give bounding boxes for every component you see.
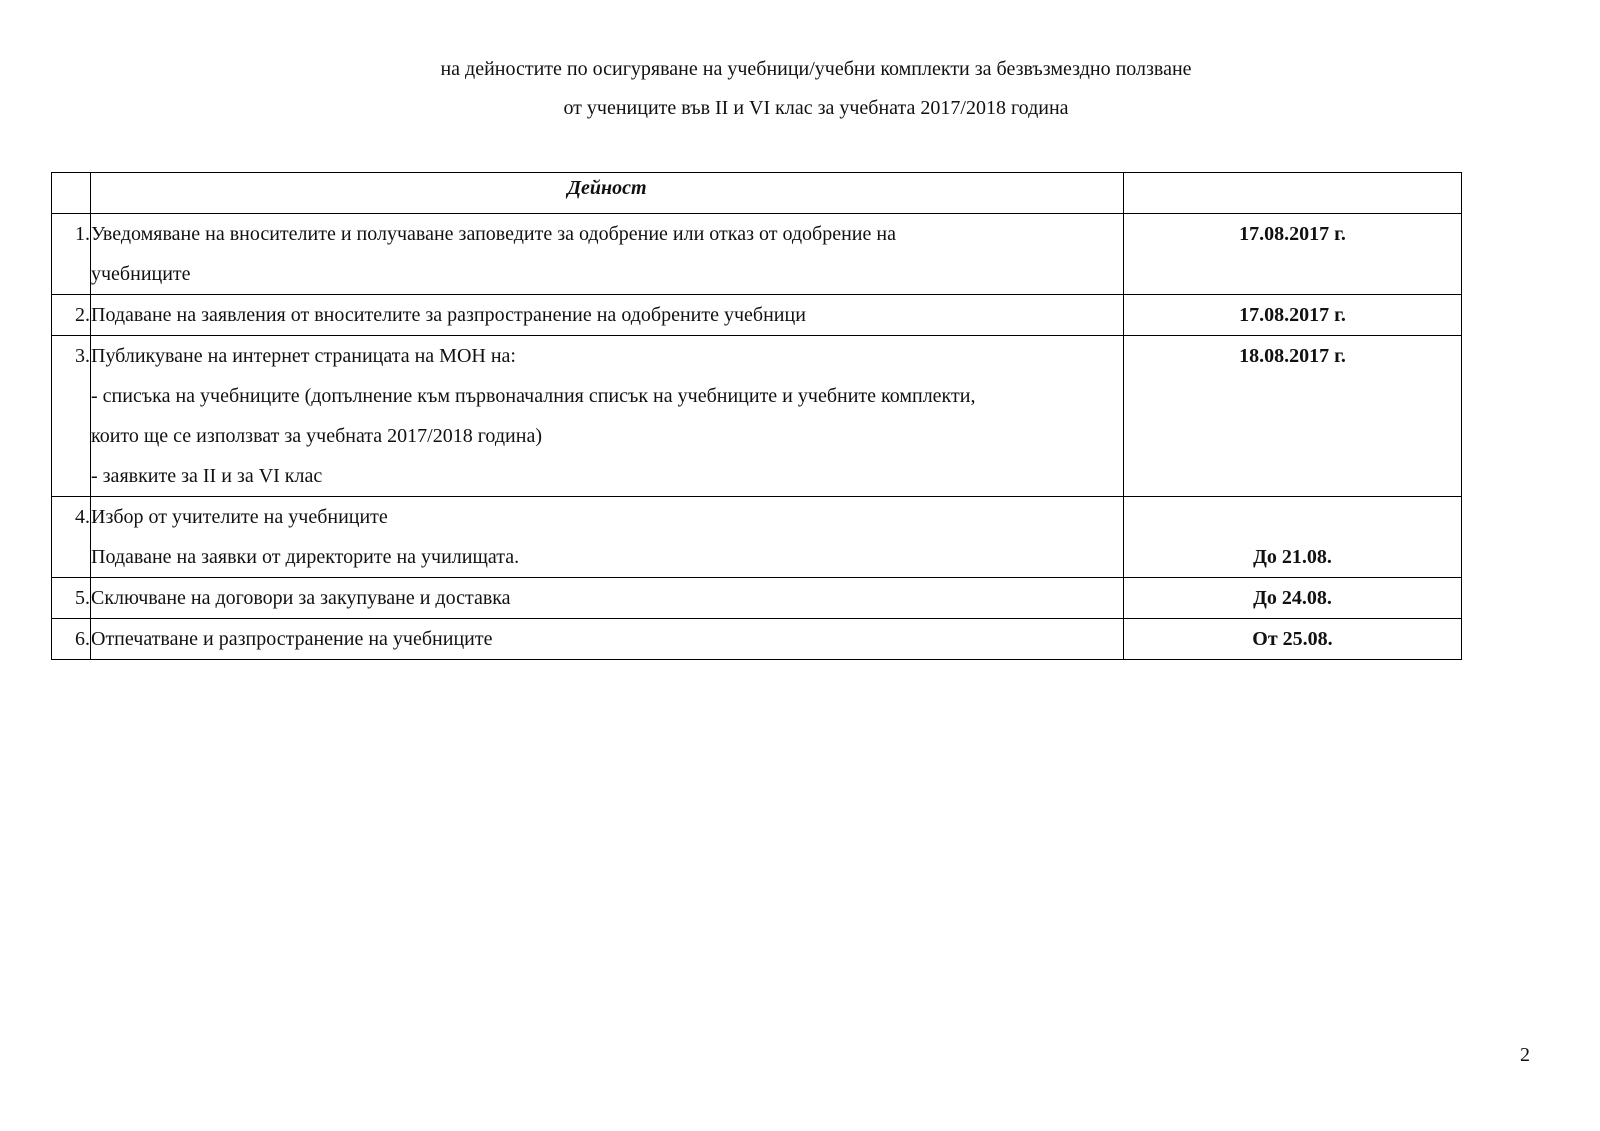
row-activity [91, 214, 1124, 295]
activity-line: Отпечатване и разпространение на учебниците [91, 628, 493, 650]
header-activity-cell: Дейност [91, 173, 1124, 214]
row-number: 2. [52, 295, 91, 336]
row-date [1124, 336, 1462, 497]
activity-line: - списъка на учебниците (допълнение към първоначалния списък на учебниците и учебните комплекти, [91, 385, 976, 407]
date-line: 17.08.2017 г. [1239, 223, 1346, 245]
table-row [52, 497, 1462, 578]
row-activity [91, 336, 1124, 497]
header-number-cell [52, 173, 91, 214]
table-row [52, 578, 1462, 619]
schedule-table [51, 172, 1462, 660]
row-number: 5. [52, 578, 91, 619]
activity-line: Сключване на договори за закупуване и доставка [91, 587, 511, 609]
row-activity [91, 619, 1124, 660]
row-activity [91, 578, 1124, 619]
document-heading-line-2: от учениците във II и VI клас за учебната 2017/2018 година [563, 97, 1069, 119]
date-line: 18.08.2017 г. [1239, 345, 1346, 367]
activity-line: Публикуване на интернет страницата на МОН на: [91, 345, 516, 367]
row-number: 6. [52, 619, 91, 660]
activity-line: Подаване на заявления от вносителите за разпространение на одобрените учебници [91, 304, 806, 326]
date-line: От 25.08. [1252, 628, 1333, 650]
row-number: 1. [52, 214, 91, 295]
date-line [1124, 497, 1461, 537]
row-date [1124, 619, 1462, 660]
row-number: 4. [52, 497, 91, 578]
activity-line: Подаване на заявки от директорите на училищата. [91, 546, 520, 568]
header-date-cell [1124, 173, 1462, 214]
row-date [1124, 497, 1462, 578]
row-activity [91, 295, 1124, 336]
table-row [52, 214, 1462, 295]
date-line: До 21.08. [1253, 546, 1332, 568]
activity-line: учебниците [91, 263, 191, 285]
row-date [1124, 214, 1462, 295]
table-row [52, 295, 1462, 336]
table-header-row [52, 173, 1462, 214]
row-number: 3. [52, 336, 91, 497]
row-activity [91, 497, 1124, 578]
date-line: До 24.08. [1253, 587, 1332, 609]
activity-line: Избор от учителите на учебниците [91, 506, 388, 528]
activity-line: които ще се използват за учебната 2017/2018 година) [91, 425, 542, 447]
table-row [52, 336, 1462, 497]
activity-line: - заявките за II и за VI клас [91, 465, 323, 487]
date-line: 17.08.2017 г. [1239, 304, 1346, 326]
row-date [1124, 578, 1462, 619]
row-date [1124, 295, 1462, 336]
page-number: 2 [1520, 1044, 1530, 1066]
table-row [52, 619, 1462, 660]
activity-line: Уведомяване на вносителите и получаване заповедите за одобрение или отказ от одобрение на [91, 223, 896, 245]
document-heading-line-1: на дейностите по осигуряване на учебници/учебни комплекти за безвъзмездно ползване [440, 58, 1192, 80]
